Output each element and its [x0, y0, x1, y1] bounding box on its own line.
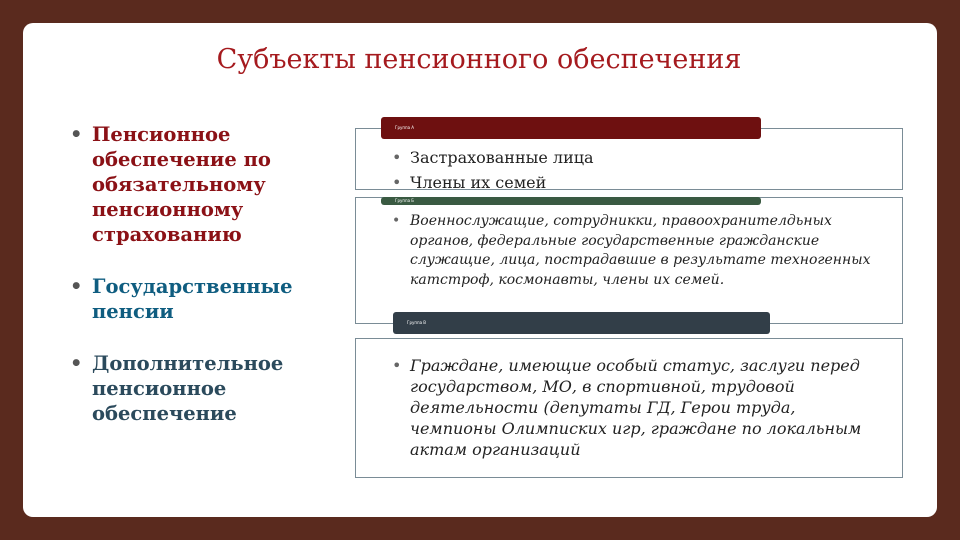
group-c-list: [392, 355, 872, 460]
list-item-text: Застрахованные лица: [410, 148, 594, 167]
list-item-text: Граждане, имеющие особый статус, заслуги перед государством, МО, в спортивной, трудовой деятельности (депутаты ГД, Герои труда, чемпионы Олимписких игр, граждане по локальным актам организаций: [410, 356, 862, 459]
bullet-icon: •: [392, 356, 402, 375]
left-list-item: [70, 351, 340, 426]
bullet-icon: •: [392, 148, 402, 167]
left-list-item-text: Государственные пенсии: [92, 275, 293, 323]
bullet-icon: •: [392, 213, 401, 229]
group-b-header: Группа Б: [381, 197, 761, 205]
list-item: [392, 170, 594, 195]
left-list-item-text: Пенсионное обеспечение по обязательному пенсионному страхованию: [92, 123, 271, 246]
list-item: [392, 355, 872, 460]
left-list-item: [70, 274, 340, 324]
bullet-icon: •: [70, 123, 83, 146]
bullet-icon: •: [70, 275, 83, 298]
left-list-item-text: Дополнительное пенсионное обеспечение: [92, 352, 284, 425]
list-item: [392, 145, 594, 170]
list-item-text: Члены их семей: [410, 173, 547, 192]
group-a-header: Группа А: [381, 117, 761, 139]
group-a-list: [392, 145, 594, 195]
left-bullet-list: [70, 122, 340, 453]
list-item-text: Военнослужащие, сотрудникки, правоохранителдьных органов, федеральные государственные гражданские служащие, лица, пострадавшие в результате техногенных катстроф, космонавты, члены их семей.: [410, 213, 871, 288]
bullet-icon: •: [392, 173, 402, 192]
group-b-list: [392, 212, 872, 290]
group-c-header: Группа В: [393, 312, 770, 334]
list-item: [392, 212, 872, 290]
slide-title: Субъекты пенсионного обеспечения: [216, 44, 742, 75]
bullet-icon: •: [70, 352, 83, 375]
left-list-item: [70, 122, 340, 247]
